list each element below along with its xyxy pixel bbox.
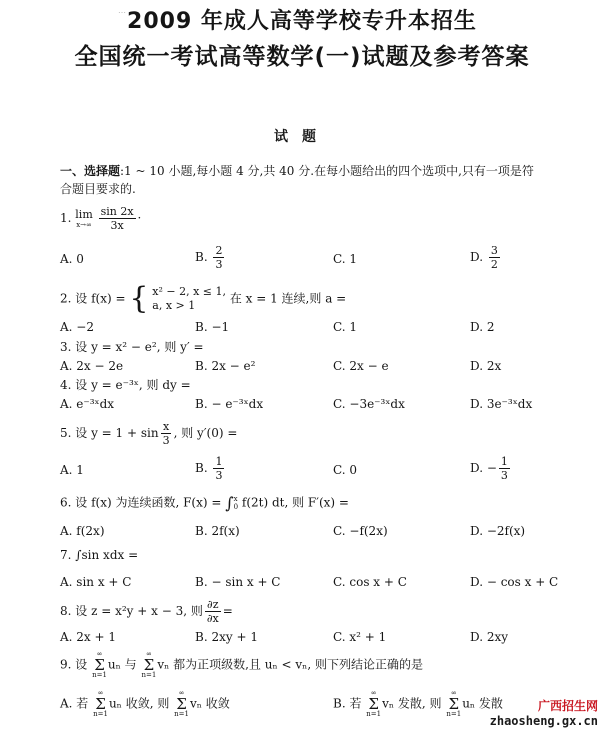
q8-fraction: $\frac{\partial z}{\partial x}$ bbox=[206, 598, 219, 625]
q7-option-b: B. − sin x + C bbox=[195, 575, 281, 589]
q3-option-d: D. 2x bbox=[470, 359, 502, 373]
q5-option-d: D. − $\frac{1}{3}$ bbox=[470, 455, 508, 482]
intro-label: 一、选择题 bbox=[60, 164, 121, 178]
question-5: 5. 设 y = 1 + sin $\frac{x}{3}$ , 则 y′(0) = bbox=[60, 420, 238, 447]
q1-option-a: A. 0 bbox=[60, 252, 84, 266]
q6-option-b: B. 2f(x) bbox=[195, 524, 240, 538]
question-1: 1. lim x→∞ $\frac{\sin 2x}{3x}$ · bbox=[60, 205, 142, 232]
q8-option-c: C. x² + 1 bbox=[333, 630, 387, 644]
page-title-line1: 2009 年成人高等学校专升本招生 bbox=[127, 9, 477, 34]
q1-option-c: C. 1 bbox=[333, 252, 358, 266]
sum-sign-1: ∞ Σ n=1 bbox=[92, 650, 107, 679]
q9-option-a: A. 若 ∞ Σ n=1 uₙ 收敛, 则 ∞ Σ n=1 vₙ 收敛 bbox=[60, 689, 230, 718]
q5-fraction: $\frac{x}{3}$ bbox=[162, 420, 170, 447]
q4-option-a: A. e⁻³ˣdx bbox=[60, 397, 115, 411]
integral-sign: ∫ bbox=[225, 493, 234, 513]
question-3: 3. 设 y = x² − e², 则 y′ = bbox=[60, 340, 204, 354]
section-heading: 试题 bbox=[274, 129, 330, 145]
q4-option-d: D. 3e⁻³ˣdx bbox=[470, 397, 533, 411]
q8-option-d: D. 2xy bbox=[470, 630, 509, 644]
q1-fraction: $\frac{\sin 2x}{3x}$ bbox=[100, 205, 134, 232]
question-6: 6. 设 f(x) 为连续函数, F(x) = ∫ x 0 f(2t) dt, 则 F′(x) = bbox=[60, 493, 349, 513]
q8-option-b: B. 2xy + 1 bbox=[195, 630, 258, 644]
intro-line1 bbox=[60, 164, 534, 179]
q4-option-c: C. −3e⁻³ˣdx bbox=[333, 397, 405, 411]
q2-piecewise: x² − 2, x ≤ 1, a, x > 1 bbox=[152, 285, 227, 312]
question-2: 2. 设 f(x) = { x² − 2, x ≤ 1, a, x > 1 在 x = 1 连续,则 a = bbox=[60, 281, 347, 316]
q9-option-b: B. 若 ∞ Σ n=1 vₙ 发散, 则 ∞ Σ n=1 uₙ 发散 bbox=[333, 689, 503, 718]
q3-option-a: A. 2x − 2e bbox=[60, 359, 124, 373]
q7-option-d: D. − cos x + C bbox=[470, 575, 559, 589]
q6-integral-limits: x 0 bbox=[233, 495, 239, 511]
q1-option-b: B. $\frac{2}{3}$ bbox=[195, 244, 223, 271]
question-9: 9. 设 ∞ Σ n=1 uₙ 与 ∞ Σ n=1 vₙ 都为正项级数,且 uₙ < vₙ, 则下列结论正确的是 bbox=[60, 650, 423, 679]
intro-line2: 合题目要求的. bbox=[60, 182, 136, 196]
q3-option-b: B. 2x − e² bbox=[195, 359, 256, 373]
question-8: 8. 设 z = x²y + x − 3, 则 $\frac{\partial z}{\partial x}$ = bbox=[60, 598, 233, 625]
q2-option-b: B. −1 bbox=[195, 320, 230, 334]
intro-text: :1 ~ 10 小题,每小题 4 分,共 40 分.在每小题给出的四个选项中,只有一项是符 bbox=[120, 164, 534, 178]
q1-option-d: D. $\frac{3}{2}$ bbox=[470, 244, 498, 271]
q7-option-c: C. cos x + C bbox=[333, 575, 407, 589]
q6-option-a: A. f(2x) bbox=[60, 524, 105, 538]
q2-option-d: D. 2 bbox=[470, 320, 495, 334]
q2-option-c: C. 1 bbox=[333, 320, 358, 334]
q4-option-b: B. − e⁻³ˣdx bbox=[195, 397, 264, 411]
q6-option-c: C. −f(2x) bbox=[333, 524, 388, 538]
q1-limit: lim x→∞ bbox=[75, 207, 93, 229]
q2-option-a: A. −2 bbox=[60, 320, 94, 334]
q5-option-c: C. 0 bbox=[333, 463, 358, 477]
watermark-site-name: 广西招生网 bbox=[537, 699, 598, 713]
q5-option-a: A. 1 bbox=[60, 463, 84, 477]
q6-option-d: D. −2f(x) bbox=[470, 524, 526, 538]
q7-option-a: A. sin x + C bbox=[60, 575, 132, 589]
sum-sign-2: ∞ Σ n=1 bbox=[141, 650, 157, 679]
q8-option-a: A. 2x + 1 bbox=[60, 630, 117, 644]
page-title-line2: 全国统一考试高等数学(一)试题及参考答案 bbox=[74, 44, 530, 70]
q5-option-b: B. $\frac{1}{3}$ bbox=[195, 455, 223, 482]
q1-number: 1. bbox=[60, 211, 72, 225]
faint-stamp: … bbox=[118, 6, 126, 15]
q3-option-c: C. 2x − e bbox=[333, 359, 389, 373]
watermark-url: zhaosheng.gx.cn bbox=[489, 714, 598, 728]
question-7: 7. ∫sin xdx = bbox=[60, 548, 139, 562]
question-4: 4. 设 y = e⁻³ˣ, 则 dy = bbox=[60, 378, 191, 392]
